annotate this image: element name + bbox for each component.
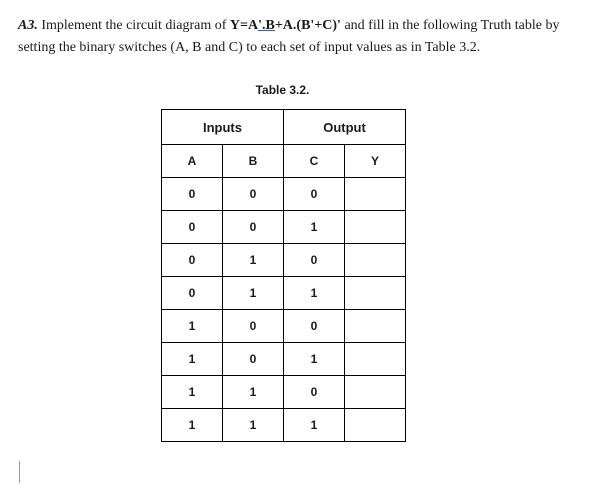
cell-y-empty[interactable] bbox=[345, 211, 406, 244]
cell-y-empty[interactable] bbox=[345, 376, 406, 409]
column-header-a: A bbox=[162, 145, 223, 178]
truth-table bbox=[161, 109, 406, 442]
cell-c: 1 bbox=[284, 211, 345, 244]
formula-underlined-term: '.B bbox=[258, 18, 275, 33]
cell-b: 0 bbox=[223, 211, 284, 244]
cell-a: 1 bbox=[162, 343, 223, 376]
cell-b: 1 bbox=[223, 277, 284, 310]
cell-y-empty[interactable] bbox=[345, 409, 406, 442]
table-row bbox=[162, 277, 406, 310]
cell-c: 1 bbox=[284, 409, 345, 442]
cell-a: 1 bbox=[162, 409, 223, 442]
table-row bbox=[162, 376, 406, 409]
table-row bbox=[162, 178, 406, 211]
cell-c: 0 bbox=[284, 310, 345, 343]
table-row bbox=[162, 409, 406, 442]
question-label: A3. bbox=[18, 18, 38, 33]
cell-a: 0 bbox=[162, 244, 223, 277]
cell-b: 1 bbox=[223, 244, 284, 277]
table-row bbox=[162, 343, 406, 376]
table-row bbox=[162, 310, 406, 343]
text-cursor bbox=[19, 461, 20, 483]
formula-end: +A.(B'+C)' bbox=[274, 18, 341, 33]
cell-y-empty[interactable] bbox=[345, 310, 406, 343]
table-row bbox=[162, 244, 406, 277]
column-header-c: C bbox=[284, 145, 345, 178]
question-intro: Implement the circuit diagram of bbox=[37, 18, 230, 33]
cell-c: 0 bbox=[284, 244, 345, 277]
cell-y-empty[interactable] bbox=[345, 244, 406, 277]
column-header-b: B bbox=[223, 145, 284, 178]
cell-y-empty[interactable] bbox=[345, 277, 406, 310]
cell-y-empty[interactable] bbox=[345, 178, 406, 211]
cell-c: 1 bbox=[284, 343, 345, 376]
table-row bbox=[162, 211, 406, 244]
question-instructions: and fill in the following Truth table by setting the binary switches (A, B and C) to each set of input values as in Table 3.2. bbox=[18, 18, 560, 55]
cell-b: 0 bbox=[223, 178, 284, 211]
cell-a: 0 bbox=[162, 211, 223, 244]
question-text bbox=[18, 15, 598, 59]
cell-c: 1 bbox=[284, 277, 345, 310]
cell-a: 1 bbox=[162, 310, 223, 343]
inputs-header: Inputs bbox=[162, 110, 284, 145]
truth-table-group-header-row bbox=[162, 110, 406, 145]
cell-c: 0 bbox=[284, 178, 345, 211]
cell-a: 1 bbox=[162, 376, 223, 409]
cell-b: 1 bbox=[223, 376, 284, 409]
table-caption: Table 3.2. bbox=[255, 83, 310, 97]
cell-a: 0 bbox=[162, 178, 223, 211]
cell-b: 1 bbox=[223, 409, 284, 442]
cell-c: 0 bbox=[284, 376, 345, 409]
formula-start: Y=A bbox=[229, 18, 259, 33]
column-header-y: Y bbox=[345, 145, 406, 178]
boolean-expression bbox=[230, 18, 341, 33]
cell-y-empty[interactable] bbox=[345, 343, 406, 376]
truth-table-column-header-row bbox=[162, 145, 406, 178]
cell-a: 0 bbox=[162, 277, 223, 310]
output-header: Output bbox=[284, 110, 406, 145]
cell-b: 0 bbox=[223, 310, 284, 343]
cell-b: 0 bbox=[223, 343, 284, 376]
